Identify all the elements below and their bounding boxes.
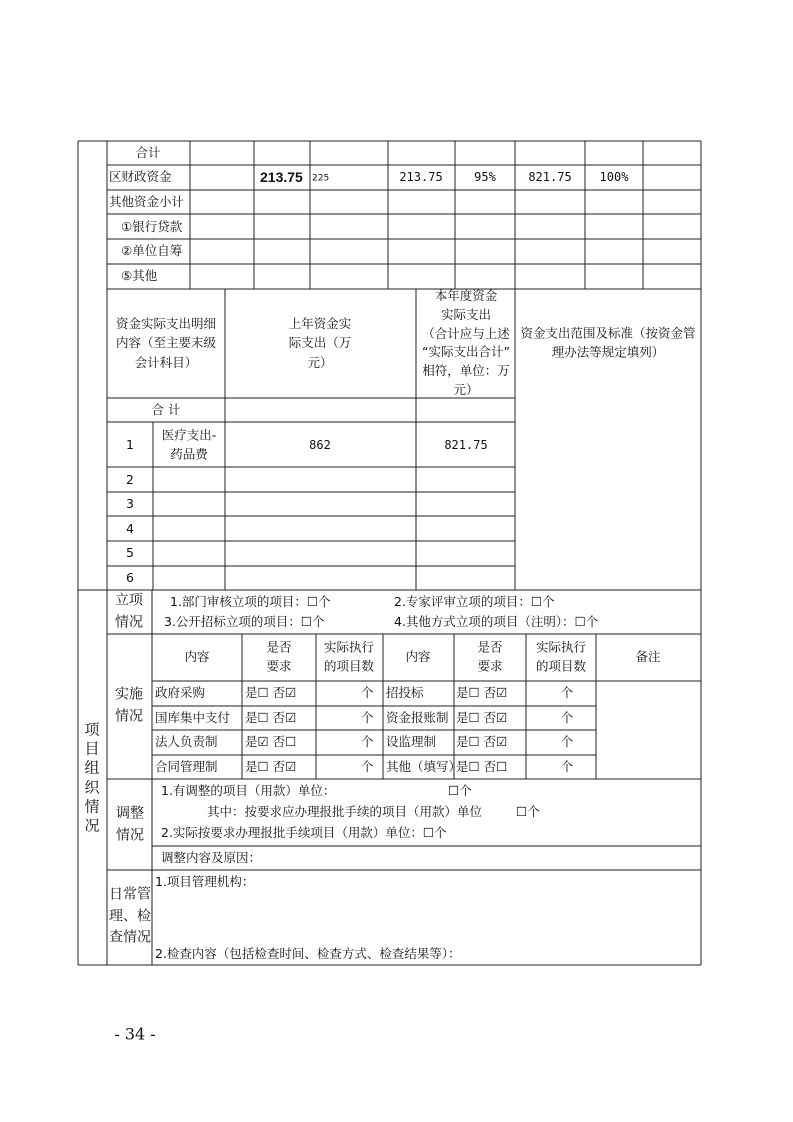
adjustment-line-2-box: ☐个: [516, 803, 540, 819]
district-finance-actual-expense: 821.75: [528, 170, 572, 184]
header-this-year-line4: “实际支出合计”: [422, 344, 510, 359]
impl-header-count: 实际执行的项目数: [323, 639, 374, 674]
header-detail-content: 资金实际支出明细内容（至主要末级会计科目）: [115, 315, 216, 370]
impl-header-count-2: 实际执行的项目数: [535, 639, 586, 674]
page-number: - 34 -: [114, 1024, 156, 1044]
district-finance-adjusted: 225: [312, 173, 330, 184]
header-this-year-line1: 本年度资金: [434, 287, 498, 303]
detail-row-2-no: 2: [126, 471, 134, 487]
impl-header-required: 是否要求: [266, 639, 292, 674]
row-label-total: 合计: [135, 144, 161, 160]
implementation-label: 实施情况: [115, 686, 143, 724]
impl-row-2-left: 国库集中支付: [155, 709, 231, 725]
impl-row-4-left: 合同管理制: [155, 758, 218, 774]
row-label-other: ⑤其他: [121, 267, 158, 283]
impl-row-3-left: 法人负责制: [155, 733, 218, 749]
detail-row-6-no: 6: [126, 569, 134, 585]
impl-row-2-right-cnt: 个: [560, 709, 574, 725]
district-finance-ratio: 100%: [599, 170, 629, 184]
impl-row-4-right-req: 是☐ 否☐: [456, 758, 508, 774]
approval-item-1: 1.部门审核立项的项目：☐个: [170, 593, 331, 609]
impl-row-2-left-cnt: 个: [361, 709, 374, 725]
row-label-other-subtotal: 其他资金小计: [109, 193, 185, 209]
header-this-year: [416, 287, 516, 400]
approval-item-3: 3.公开招标立项的项目：☐个: [164, 613, 325, 629]
header-this-year-line2: 实际支出: [440, 306, 491, 322]
impl-row-3-right: 设监理制: [386, 733, 437, 749]
impl-row-1-left-cnt: 个: [361, 684, 374, 700]
adjustment-line-3: 2.实际按要求办理报批手续项目（用款）单位：☐个: [161, 824, 447, 840]
impl-row-2-left-req: 是☐ 否☑: [245, 709, 297, 725]
row-label-bank-loan: ①银行贷款: [121, 218, 183, 234]
row-label-self-raised: ②单位自筹: [121, 242, 183, 258]
header-last-year: 上年资金实际支出（万元）: [288, 315, 352, 370]
approval-item-4: 4.其他方式立项的项目（注明）：☐个: [394, 613, 599, 629]
impl-row-1-right-cnt: 个: [560, 684, 574, 700]
district-finance-rate: 95%: [474, 170, 496, 184]
impl-header-required-2: 是否要求: [477, 639, 503, 674]
detail-row-1-item: 医疗支出-药品费: [161, 427, 217, 462]
impl-row-4-right: 其他（填写）: [386, 758, 462, 774]
daily-line-2: 2.检查内容（包括检查时间、检查方式、检查结果等）：: [155, 945, 461, 961]
impl-row-1-right: 招投标: [386, 684, 424, 700]
impl-row-3-left-cnt: 个: [361, 733, 374, 749]
header-this-year-line5: 相符，单位：万元）: [422, 362, 510, 397]
section-label-organization: 项目组织情况: [84, 720, 100, 835]
impl-row-2-right-req: 是☐ 否☑: [456, 709, 508, 725]
impl-row-3-left-req: 是☑ 否☐: [245, 733, 297, 749]
header-this-year-line3: （合计应与上述: [422, 325, 510, 341]
impl-row-4-left-cnt: 个: [361, 758, 374, 774]
adjustment-line-1: 1.有调整的项目（用款）单位：: [161, 782, 336, 798]
impl-row-2-right: 资金报账制: [386, 709, 449, 725]
impl-row-3-right-req: 是☐ 否☑: [456, 733, 508, 749]
impl-row-1-right-req: 是☐ 否☑: [456, 684, 508, 700]
district-finance-actual: 213.75: [399, 170, 443, 184]
impl-row-3-right-cnt: 个: [560, 733, 574, 749]
approval-item-2: 2.专家评审立项的项目：☐个: [394, 593, 555, 609]
impl-header-remarks: 备注: [635, 648, 661, 664]
impl-row-4-right-cnt: 个: [560, 758, 574, 774]
adjustment-line-2: 其中：按要求应办理报批手续的项目（用款）单位: [207, 803, 483, 819]
daily-label: 日常管理、检查情况: [109, 886, 151, 946]
impl-header-content-2: 内容: [405, 648, 431, 664]
adjustment-label: 调整情况: [116, 805, 144, 843]
header-expense-scope: 资金支出范围及标准（按资金管理办法等规定填列）: [520, 325, 696, 360]
detail-row-4-no: 4: [126, 520, 134, 536]
detail-row-5-no: 5: [126, 544, 134, 560]
detail-row-1-no: 1: [126, 436, 134, 452]
detail-row-1-last-year: 862: [309, 438, 331, 452]
district-finance-budget: 213.75: [260, 169, 303, 185]
daily-line-1: 1.项目管理机构：: [155, 873, 255, 889]
detail-total-label: 合 计: [151, 401, 181, 417]
impl-row-1-left: 政府采购: [155, 684, 206, 700]
adjustment-reason: 调整内容及原因：: [161, 849, 262, 865]
impl-row-1-left-req: 是☐ 否☑: [245, 684, 297, 700]
row-label-district-finance: 区财政资金: [109, 168, 172, 184]
detail-row-3-no: 3: [126, 495, 134, 511]
adjustment-line-1-box: ☐个: [448, 782, 472, 798]
impl-header-content: 内容: [184, 648, 210, 664]
approval-label: 立项情况: [115, 592, 143, 630]
impl-row-4-left-req: 是☐ 否☑: [245, 758, 297, 774]
detail-row-1-this-year: 821.75: [444, 438, 488, 452]
